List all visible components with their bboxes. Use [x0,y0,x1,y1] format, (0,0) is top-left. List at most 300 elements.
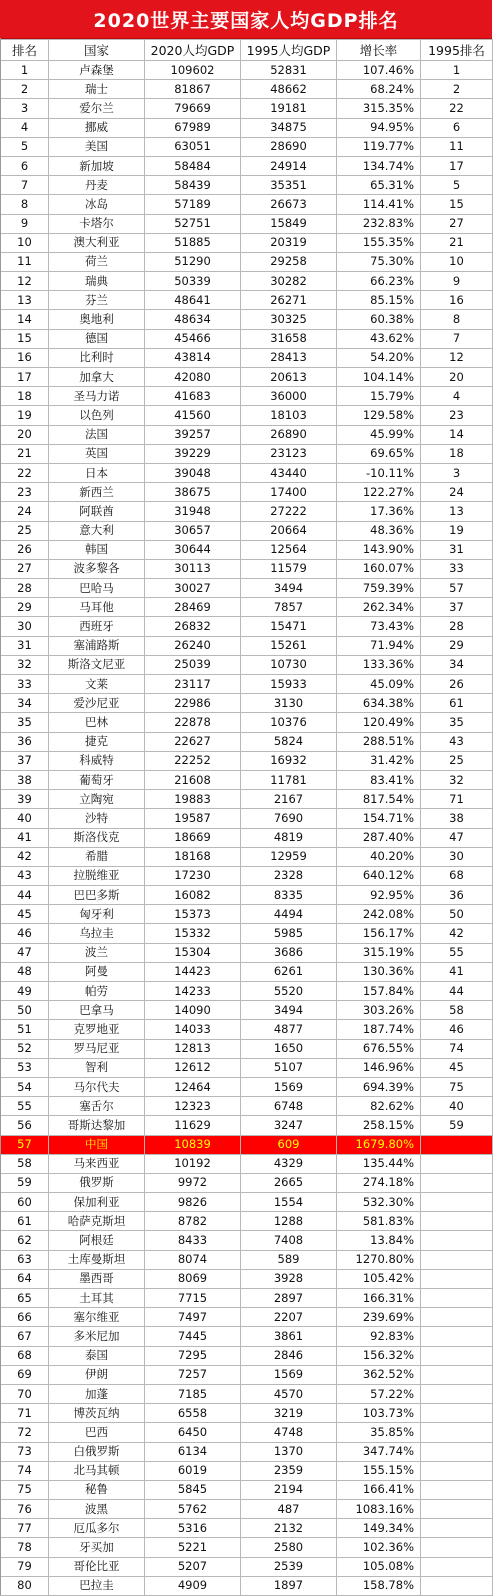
gdp-1995-cell[interactable]: 1569 [241,1077,337,1096]
gdp-1995-cell[interactable]: 15933 [241,675,337,694]
gdp-1995-cell[interactable]: 6748 [241,1097,337,1116]
growth-rate-cell[interactable]: 817.54% [337,790,421,809]
country-cell[interactable]: 斯洛伐克 [49,828,145,847]
gdp-1995-cell[interactable]: 3928 [241,1269,337,1288]
rank-cell[interactable]: 25 [1,521,49,540]
growth-rate-cell[interactable]: -10.11% [337,463,421,482]
gdp-1995-cell[interactable]: 34875 [241,118,337,137]
gdp-1995-cell[interactable]: 2194 [241,1480,337,1499]
growth-rate-cell[interactable]: 315.19% [337,943,421,962]
gdp-1995-cell[interactable]: 20319 [241,233,337,252]
gdp-1995-cell[interactable]: 7690 [241,809,337,828]
gdp-2020-cell[interactable]: 57189 [145,195,241,214]
gdp-1995-cell[interactable]: 2132 [241,1519,337,1538]
gdp-1995-cell[interactable]: 10376 [241,713,337,732]
country-cell[interactable]: 哈萨克斯坦 [49,1212,145,1231]
country-cell[interactable]: 塞尔维亚 [49,1308,145,1327]
rank-cell[interactable]: 77 [1,1519,49,1538]
gdp-1995-cell[interactable]: 1897 [241,1576,337,1595]
rank-1995-cell[interactable] [421,1442,493,1461]
rank-1995-cell[interactable] [421,1480,493,1499]
rank-1995-cell[interactable]: 18 [421,444,493,463]
country-cell[interactable]: 泰国 [49,1346,145,1365]
gdp-1995-cell[interactable]: 11579 [241,559,337,578]
gdp-1995-cell[interactable]: 1370 [241,1442,337,1461]
header-rank[interactable]: 排名 [1,40,49,61]
rank-cell[interactable]: 15 [1,329,49,348]
gdp-2020-cell[interactable]: 15332 [145,924,241,943]
gdp-2020-cell[interactable]: 22878 [145,713,241,732]
rank-1995-cell[interactable]: 71 [421,790,493,809]
gdp-2020-cell[interactable]: 26240 [145,636,241,655]
rank-1995-cell[interactable]: 59 [421,1116,493,1135]
country-cell[interactable]: 北马其顿 [49,1461,145,1480]
growth-rate-cell[interactable]: 104.14% [337,368,421,387]
rank-cell[interactable]: 56 [1,1116,49,1135]
rank-1995-cell[interactable]: 15 [421,195,493,214]
growth-rate-cell[interactable]: 156.17% [337,924,421,943]
rank-1995-cell[interactable] [421,1250,493,1269]
country-cell[interactable]: 阿根廷 [49,1231,145,1250]
gdp-2020-cell[interactable]: 39229 [145,444,241,463]
country-cell[interactable]: 波兰 [49,943,145,962]
country-cell[interactable]: 希腊 [49,847,145,866]
rank-cell[interactable]: 53 [1,1058,49,1077]
gdp-1995-cell[interactable]: 1569 [241,1365,337,1384]
rank-cell[interactable]: 64 [1,1269,49,1288]
gdp-2020-cell[interactable]: 8782 [145,1212,241,1231]
rank-1995-cell[interactable]: 12 [421,348,493,367]
rank-1995-cell[interactable] [421,1346,493,1365]
header-gdp-2020[interactable]: 2020人均GDP [145,40,241,61]
rank-cell[interactable]: 52 [1,1039,49,1058]
gdp-2020-cell[interactable]: 12464 [145,1077,241,1096]
country-cell[interactable]: 匈牙利 [49,905,145,924]
rank-1995-cell[interactable]: 37 [421,598,493,617]
country-cell[interactable]: 多米尼加 [49,1327,145,1346]
gdp-2020-cell[interactable]: 7295 [145,1346,241,1365]
rank-1995-cell[interactable] [421,1212,493,1231]
growth-rate-cell[interactable]: 92.83% [337,1327,421,1346]
rank-1995-cell[interactable] [421,1519,493,1538]
country-cell[interactable]: 马耳他 [49,598,145,617]
rank-1995-cell[interactable] [421,1576,493,1595]
rank-cell[interactable]: 16 [1,348,49,367]
country-cell[interactable]: 土库曼斯坦 [49,1250,145,1269]
gdp-1995-cell[interactable]: 23123 [241,444,337,463]
growth-rate-cell[interactable]: 45.09% [337,675,421,694]
gdp-2020-cell[interactable]: 30644 [145,540,241,559]
rank-1995-cell[interactable] [421,1500,493,1519]
rank-cell[interactable]: 21 [1,444,49,463]
rank-cell[interactable]: 66 [1,1308,49,1327]
rank-cell[interactable]: 9 [1,214,49,233]
country-cell[interactable]: 日本 [49,463,145,482]
rank-1995-cell[interactable] [421,1538,493,1557]
gdp-2020-cell[interactable]: 11629 [145,1116,241,1135]
gdp-1995-cell[interactable]: 12959 [241,847,337,866]
gdp-1995-cell[interactable]: 20613 [241,368,337,387]
rank-1995-cell[interactable]: 32 [421,770,493,789]
gdp-1995-cell[interactable]: 31658 [241,329,337,348]
rank-cell[interactable]: 20 [1,425,49,444]
rank-cell[interactable]: 62 [1,1231,49,1250]
gdp-1995-cell[interactable]: 28413 [241,348,337,367]
growth-rate-cell[interactable]: 258.15% [337,1116,421,1135]
rank-cell[interactable]: 8 [1,195,49,214]
growth-rate-cell[interactable]: 102.36% [337,1538,421,1557]
gdp-2020-cell[interactable]: 4909 [145,1576,241,1595]
gdp-1995-cell[interactable]: 2359 [241,1461,337,1480]
rank-1995-cell[interactable]: 21 [421,233,493,252]
gdp-1995-cell[interactable]: 2328 [241,866,337,885]
gdp-2020-cell[interactable]: 39048 [145,463,241,482]
gdp-1995-cell[interactable]: 36000 [241,387,337,406]
gdp-1995-cell[interactable]: 26271 [241,291,337,310]
country-cell[interactable]: 加拿大 [49,368,145,387]
gdp-1995-cell[interactable]: 4329 [241,1154,337,1173]
rank-cell[interactable]: 12 [1,272,49,291]
growth-rate-cell[interactable]: 103.73% [337,1404,421,1423]
gdp-1995-cell[interactable]: 18103 [241,406,337,425]
header-gdp-1995[interactable]: 1995人均GDP [241,40,337,61]
rank-cell[interactable]: 75 [1,1480,49,1499]
gdp-2020-cell[interactable]: 48634 [145,310,241,329]
country-cell[interactable]: 以色列 [49,406,145,425]
gdp-1995-cell[interactable]: 27222 [241,502,337,521]
rank-cell[interactable]: 72 [1,1423,49,1442]
rank-1995-cell[interactable]: 34 [421,655,493,674]
gdp-2020-cell[interactable]: 51885 [145,233,241,252]
gdp-1995-cell[interactable]: 48662 [241,80,337,99]
rank-cell[interactable]: 78 [1,1538,49,1557]
country-cell[interactable]: 巴巴多斯 [49,886,145,905]
country-cell[interactable]: 保加利亚 [49,1193,145,1212]
rank-cell[interactable]: 80 [1,1576,49,1595]
gdp-2020-cell[interactable]: 30113 [145,559,241,578]
gdp-2020-cell[interactable]: 19883 [145,790,241,809]
country-cell[interactable]: 荷兰 [49,252,145,271]
gdp-2020-cell[interactable]: 7497 [145,1308,241,1327]
growth-rate-cell[interactable]: 69.65% [337,444,421,463]
rank-cell[interactable]: 29 [1,598,49,617]
growth-rate-cell[interactable]: 68.24% [337,80,421,99]
rank-1995-cell[interactable] [421,1557,493,1576]
header-rank-1995[interactable]: 1995排名 [421,40,493,61]
growth-rate-cell[interactable]: 82.62% [337,1097,421,1116]
gdp-2020-cell[interactable]: 41560 [145,406,241,425]
growth-rate-cell[interactable]: 40.20% [337,847,421,866]
country-cell[interactable]: 美国 [49,137,145,156]
country-cell[interactable]: 奥地利 [49,310,145,329]
gdp-1995-cell[interactable]: 12564 [241,540,337,559]
growth-rate-cell[interactable]: 85.15% [337,291,421,310]
rank-1995-cell[interactable]: 30 [421,847,493,866]
gdp-2020-cell[interactable]: 31948 [145,502,241,521]
growth-rate-cell[interactable]: 92.95% [337,886,421,905]
gdp-2020-cell[interactable]: 8074 [145,1250,241,1269]
growth-rate-cell[interactable]: 232.83% [337,214,421,233]
rank-cell[interactable]: 5 [1,137,49,156]
gdp-2020-cell[interactable]: 19587 [145,809,241,828]
rank-cell[interactable]: 27 [1,559,49,578]
rank-cell[interactable]: 41 [1,828,49,847]
country-cell[interactable]: 立陶宛 [49,790,145,809]
growth-rate-cell[interactable]: 694.39% [337,1077,421,1096]
growth-rate-cell[interactable]: 60.38% [337,310,421,329]
rank-1995-cell[interactable]: 61 [421,694,493,713]
growth-rate-cell[interactable]: 154.71% [337,809,421,828]
rank-1995-cell[interactable] [421,1135,493,1154]
gdp-2020-cell[interactable]: 23117 [145,675,241,694]
rank-1995-cell[interactable]: 10 [421,252,493,271]
growth-rate-cell[interactable]: 119.77% [337,137,421,156]
rank-cell[interactable]: 54 [1,1077,49,1096]
rank-cell[interactable]: 69 [1,1365,49,1384]
country-cell[interactable]: 阿曼 [49,962,145,981]
gdp-1995-cell[interactable]: 4494 [241,905,337,924]
rank-cell[interactable]: 63 [1,1250,49,1269]
growth-rate-cell[interactable]: 157.84% [337,982,421,1001]
rank-1995-cell[interactable]: 26 [421,675,493,694]
gdp-1995-cell[interactable]: 5107 [241,1058,337,1077]
gdp-1995-cell[interactable]: 487 [241,1500,337,1519]
growth-rate-cell[interactable]: 581.83% [337,1212,421,1231]
gdp-2020-cell[interactable]: 14423 [145,962,241,981]
rank-cell[interactable]: 45 [1,905,49,924]
growth-rate-cell[interactable]: 362.52% [337,1365,421,1384]
rank-cell[interactable]: 65 [1,1289,49,1308]
rank-1995-cell[interactable]: 1 [421,61,493,80]
growth-rate-cell[interactable]: 35.85% [337,1423,421,1442]
rank-1995-cell[interactable]: 3 [421,463,493,482]
rank-cell[interactable]: 22 [1,463,49,482]
gdp-2020-cell[interactable]: 12612 [145,1058,241,1077]
gdp-1995-cell[interactable]: 16932 [241,751,337,770]
country-cell[interactable]: 乌拉圭 [49,924,145,943]
rank-1995-cell[interactable]: 16 [421,291,493,310]
rank-cell[interactable]: 70 [1,1384,49,1403]
rank-1995-cell[interactable]: 74 [421,1039,493,1058]
rank-1995-cell[interactable]: 68 [421,866,493,885]
growth-rate-cell[interactable]: 166.31% [337,1289,421,1308]
country-cell[interactable]: 葡萄牙 [49,770,145,789]
rank-1995-cell[interactable]: 33 [421,559,493,578]
gdp-1995-cell[interactable]: 17400 [241,483,337,502]
rank-cell[interactable]: 30 [1,617,49,636]
rank-1995-cell[interactable]: 29 [421,636,493,655]
gdp-1995-cell[interactable]: 3494 [241,579,337,598]
gdp-1995-cell[interactable]: 52831 [241,61,337,80]
header-country[interactable]: 国家 [49,40,145,61]
country-cell[interactable]: 法国 [49,425,145,444]
gdp-1995-cell[interactable]: 15849 [241,214,337,233]
gdp-2020-cell[interactable]: 17230 [145,866,241,885]
rank-cell[interactable]: 23 [1,483,49,502]
country-cell[interactable]: 厄瓜多尔 [49,1519,145,1538]
growth-rate-cell[interactable]: 122.27% [337,483,421,502]
rank-cell[interactable]: 44 [1,886,49,905]
growth-rate-cell[interactable]: 187.74% [337,1020,421,1039]
country-cell[interactable]: 澳大利亚 [49,233,145,252]
rank-cell[interactable]: 67 [1,1327,49,1346]
gdp-1995-cell[interactable]: 6261 [241,962,337,981]
rank-cell[interactable]: 37 [1,751,49,770]
country-cell[interactable]: 塞浦路斯 [49,636,145,655]
growth-rate-cell[interactable]: 156.32% [337,1346,421,1365]
growth-rate-cell[interactable]: 31.42% [337,751,421,770]
gdp-1995-cell[interactable]: 11781 [241,770,337,789]
rank-cell[interactable]: 76 [1,1500,49,1519]
gdp-1995-cell[interactable]: 35351 [241,176,337,195]
growth-rate-cell[interactable]: 1270.80% [337,1250,421,1269]
growth-rate-cell[interactable]: 532.30% [337,1193,421,1212]
growth-rate-cell[interactable]: 130.36% [337,962,421,981]
gdp-2020-cell[interactable]: 14233 [145,982,241,1001]
rank-cell[interactable]: 47 [1,943,49,962]
growth-rate-cell[interactable]: 303.26% [337,1001,421,1020]
country-cell[interactable]: 圣马力诺 [49,387,145,406]
gdp-1995-cell[interactable]: 5520 [241,982,337,1001]
rank-cell[interactable]: 18 [1,387,49,406]
rank-cell[interactable]: 28 [1,579,49,598]
gdp-2020-cell[interactable]: 52751 [145,214,241,233]
country-cell[interactable]: 塞舌尔 [49,1097,145,1116]
rank-cell[interactable]: 51 [1,1020,49,1039]
gdp-1995-cell[interactable]: 2580 [241,1538,337,1557]
gdp-1995-cell[interactable]: 7857 [241,598,337,617]
rank-cell[interactable]: 79 [1,1557,49,1576]
growth-rate-cell[interactable]: 45.99% [337,425,421,444]
gdp-2020-cell[interactable]: 6450 [145,1423,241,1442]
growth-rate-cell[interactable]: 634.38% [337,694,421,713]
gdp-1995-cell[interactable]: 3219 [241,1404,337,1423]
gdp-2020-cell[interactable]: 22627 [145,732,241,751]
country-cell[interactable]: 伊朗 [49,1365,145,1384]
rank-cell[interactable]: 74 [1,1461,49,1480]
country-cell[interactable]: 爱沙尼亚 [49,694,145,713]
country-cell[interactable]: 斯洛文尼亚 [49,655,145,674]
gdp-1995-cell[interactable]: 3130 [241,694,337,713]
gdp-2020-cell[interactable]: 15304 [145,943,241,962]
rank-cell[interactable]: 55 [1,1097,49,1116]
gdp-2020-cell[interactable]: 10839 [145,1135,241,1154]
gdp-1995-cell[interactable]: 3861 [241,1327,337,1346]
gdp-2020-cell[interactable]: 43814 [145,348,241,367]
gdp-1995-cell[interactable]: 589 [241,1250,337,1269]
gdp-1995-cell[interactable]: 43440 [241,463,337,482]
gdp-1995-cell[interactable]: 29258 [241,252,337,271]
country-cell[interactable]: 巴西 [49,1423,145,1442]
country-cell[interactable]: 卢森堡 [49,61,145,80]
country-cell[interactable]: 中国 [49,1135,145,1154]
rank-cell[interactable]: 71 [1,1404,49,1423]
rank-cell[interactable]: 57 [1,1135,49,1154]
country-cell[interactable]: 哥斯达黎加 [49,1116,145,1135]
country-cell[interactable]: 丹麦 [49,176,145,195]
gdp-2020-cell[interactable]: 26832 [145,617,241,636]
rank-1995-cell[interactable] [421,1365,493,1384]
country-cell[interactable]: 土耳其 [49,1289,145,1308]
rank-1995-cell[interactable]: 41 [421,962,493,981]
country-cell[interactable]: 挪威 [49,118,145,137]
rank-cell[interactable]: 2 [1,80,49,99]
rank-1995-cell[interactable]: 13 [421,502,493,521]
rank-cell[interactable]: 73 [1,1442,49,1461]
rank-1995-cell[interactable]: 58 [421,1001,493,1020]
gdp-2020-cell[interactable]: 7715 [145,1289,241,1308]
rank-1995-cell[interactable]: 7 [421,329,493,348]
gdp-1995-cell[interactable]: 2167 [241,790,337,809]
rank-1995-cell[interactable]: 46 [421,1020,493,1039]
gdp-2020-cell[interactable]: 51290 [145,252,241,271]
rank-1995-cell[interactable]: 42 [421,924,493,943]
gdp-2020-cell[interactable]: 9972 [145,1173,241,1192]
country-cell[interactable]: 英国 [49,444,145,463]
growth-rate-cell[interactable]: 1083.16% [337,1500,421,1519]
country-cell[interactable]: 比利时 [49,348,145,367]
growth-rate-cell[interactable]: 146.96% [337,1058,421,1077]
gdp-2020-cell[interactable]: 14090 [145,1001,241,1020]
gdp-2020-cell[interactable]: 30657 [145,521,241,540]
rank-cell[interactable]: 34 [1,694,49,713]
rank-1995-cell[interactable] [421,1404,493,1423]
rank-1995-cell[interactable]: 9 [421,272,493,291]
rank-1995-cell[interactable]: 24 [421,483,493,502]
rank-1995-cell[interactable]: 23 [421,406,493,425]
gdp-1995-cell[interactable]: 3247 [241,1116,337,1135]
growth-rate-cell[interactable]: 155.15% [337,1461,421,1480]
country-cell[interactable]: 波黑 [49,1500,145,1519]
rank-1995-cell[interactable]: 25 [421,751,493,770]
gdp-1995-cell[interactable]: 3686 [241,943,337,962]
country-cell[interactable]: 牙买加 [49,1538,145,1557]
gdp-1995-cell[interactable]: 4819 [241,828,337,847]
growth-rate-cell[interactable]: 676.55% [337,1039,421,1058]
gdp-1995-cell[interactable]: 5824 [241,732,337,751]
gdp-2020-cell[interactable]: 18168 [145,847,241,866]
gdp-2020-cell[interactable]: 18669 [145,828,241,847]
growth-rate-cell[interactable]: 65.31% [337,176,421,195]
country-cell[interactable]: 马来西亚 [49,1154,145,1173]
rank-1995-cell[interactable]: 19 [421,521,493,540]
gdp-2020-cell[interactable]: 39257 [145,425,241,444]
rank-cell[interactable]: 60 [1,1193,49,1212]
rank-cell[interactable]: 39 [1,790,49,809]
rank-1995-cell[interactable]: 11 [421,137,493,156]
rank-1995-cell[interactable]: 5 [421,176,493,195]
rank-1995-cell[interactable]: 36 [421,886,493,905]
growth-rate-cell[interactable]: 347.74% [337,1442,421,1461]
gdp-2020-cell[interactable]: 63051 [145,137,241,156]
growth-rate-cell[interactable]: 66.23% [337,272,421,291]
country-cell[interactable]: 芬兰 [49,291,145,310]
gdp-1995-cell[interactable]: 24914 [241,156,337,175]
gdp-2020-cell[interactable]: 12813 [145,1039,241,1058]
rank-1995-cell[interactable] [421,1173,493,1192]
gdp-1995-cell[interactable]: 19181 [241,99,337,118]
gdp-1995-cell[interactable]: 2846 [241,1346,337,1365]
rank-1995-cell[interactable] [421,1231,493,1250]
rank-cell[interactable]: 26 [1,540,49,559]
gdp-2020-cell[interactable]: 67989 [145,118,241,137]
gdp-2020-cell[interactable]: 9826 [145,1193,241,1212]
gdp-2020-cell[interactable]: 50339 [145,272,241,291]
gdp-2020-cell[interactable]: 7185 [145,1384,241,1403]
gdp-1995-cell[interactable]: 609 [241,1135,337,1154]
gdp-2020-cell[interactable]: 45466 [145,329,241,348]
rank-cell[interactable]: 35 [1,713,49,732]
